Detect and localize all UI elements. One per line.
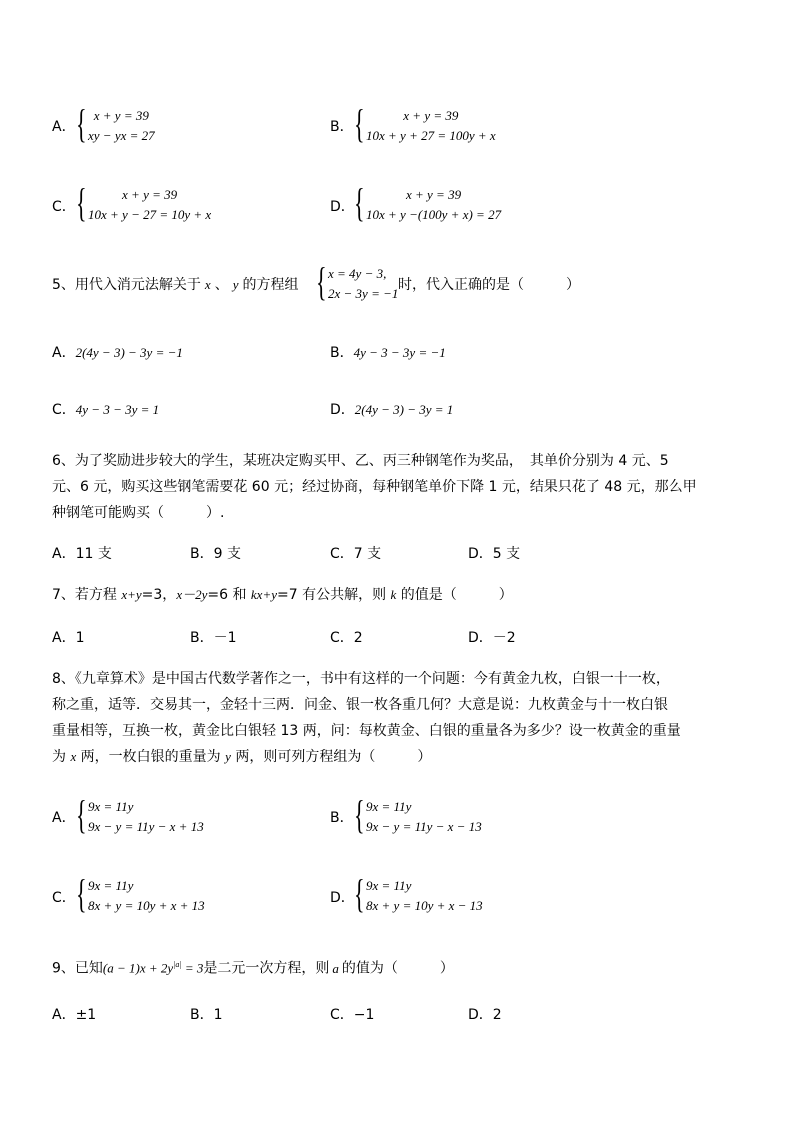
option-label: C． [52,890,76,906]
q6-option-c[interactable]: C．7 支 [330,546,382,562]
q7-option-d[interactable]: D．－2 [468,630,516,646]
brace-icon: { [76,101,87,146]
equation-system [316,259,399,304]
question-text-line: 元、6 元，购买这些钢笔需要花 60 元；经过协商，每种钢笔单价下降 1 元，结果只花了 48 元，那么甲 [52,479,697,495]
q6-option-d[interactable]: D．5 支 [468,546,521,562]
option-label: B． [330,810,354,826]
equation-line: 9x − y = 11y − x + 13 [88,819,204,834]
equation-line: x + y = 39 [93,108,149,123]
equation-line: x + y = 39 [122,187,178,202]
option-label: B． [330,119,354,135]
q7-option-b[interactable]: B．－1 [190,630,237,646]
brace-icon: { [354,871,365,916]
equation-line: x = 4y − 3, [328,266,387,281]
question-stem-end: 时，代入正确的是（ ） [398,277,580,293]
option-label: A． [52,119,76,135]
equation-line: x + y = 39 [403,108,459,123]
question-text-line: 8、《九章算术》是中国古代数学著作之一，书中有这样的一个问题：今有黄金九枚，白银一十一枚， [52,671,670,687]
option-label: A． [52,810,76,826]
q9-option-a[interactable]: A．±1 [52,1007,97,1023]
q6-option-b[interactable]: B．9 支 [190,546,241,562]
option-label: D． [330,890,355,906]
equation-line: 10x + y − 27 = 10y + x [88,207,212,222]
equation-line: 9x − y = 11y − x − 13 [366,819,482,834]
equation-line: 9x = 11y [366,878,412,893]
equation-line: 8x + y = 10y + x + 13 [88,898,205,913]
question-text-line: 为 x 两，一枚白银的重量为 y 两，则可列方程组为（ ） [52,749,432,765]
brace-icon: { [354,180,365,225]
equation-line: 9x = 11y [88,878,134,893]
equation-line: xy − yx = 27 [88,128,155,143]
equation-line: 10x + y −(100y + x) = 27 [366,207,502,222]
equation-line: x + y = 39 [405,187,462,202]
q9-option-c[interactable]: C．−1 [330,1007,375,1023]
equation-system [354,871,483,916]
q7-option-a[interactable]: A．1 [52,630,85,646]
question-stem: 5、用代入消元法解关于 x 、 y 的方程组 [52,277,299,293]
q5-option-c[interactable]: C．4y − 3 − 3y = 1 [52,402,160,418]
q5-option-b[interactable]: B．4y − 3 − 3y = −1 [330,345,446,361]
q9-option-b[interactable]: B．1 [190,1007,223,1023]
question-text-line: 重量相等，互换一枚，黄金比白银轻 13 两，问：每枚黄金、白银的重量各为多少？设一枚黄金的重量 [52,723,681,739]
equation-line: 9x = 11y [366,799,412,814]
equation-system [76,101,155,146]
option-label: D． [330,199,355,215]
question-text-line: 称之重，适等．交易其一，金轻十三两．问金、银一枚各重几何？大意是说：九枚黄金与十一枚白银 [52,697,668,713]
equation-line: 10x + y + 27 = 100y + x [366,128,496,143]
equation-system [354,101,496,146]
q5-option-d[interactable]: D．2(4y − 3) − 3y = 1 [330,402,454,418]
equation-system [354,180,502,225]
option-label: C． [52,199,76,215]
q7-option-c[interactable]: C．2 [330,630,363,646]
equation-line: 2x − 3y = −1 [328,286,399,301]
brace-icon: { [316,259,327,304]
question-text-line: 种钢笔可能购买（ ）. [52,505,225,521]
equation-line: 8x + y = 10y + x − 13 [366,898,483,913]
question-9: 9、已知$(a - 1)x + 2y^{|a|} = 3$是二元一次方程，则 a 的值为（ ） [52,960,454,977]
q9-option-d[interactable]: D．2 [468,1007,502,1023]
brace-icon: { [354,792,365,837]
equation-line: 9x = 11y [88,799,134,814]
question-text-line: 6、为了奖励进步较大的学生，某班决定购买甲、乙、丙三种钢笔作为奖品， 其单价分别为 4 元、5 [52,453,669,469]
brace-icon: { [76,180,87,225]
brace-icon: { [76,792,87,837]
brace-icon: { [76,871,87,916]
q6-option-a[interactable]: A．11 支 [52,546,112,562]
brace-icon: { [354,101,365,146]
equation-system [76,180,212,225]
equation-system [354,792,482,837]
question-7: 7、若方程 x+y=3，x－2y=6 和 kx+y=7 有公共解，则 k 的值是（ ） [52,587,513,603]
q5-option-a[interactable]: A．2(4y − 3) − 3y = −1 [52,345,183,361]
equation-system [76,792,204,837]
equation-system [76,871,205,916]
